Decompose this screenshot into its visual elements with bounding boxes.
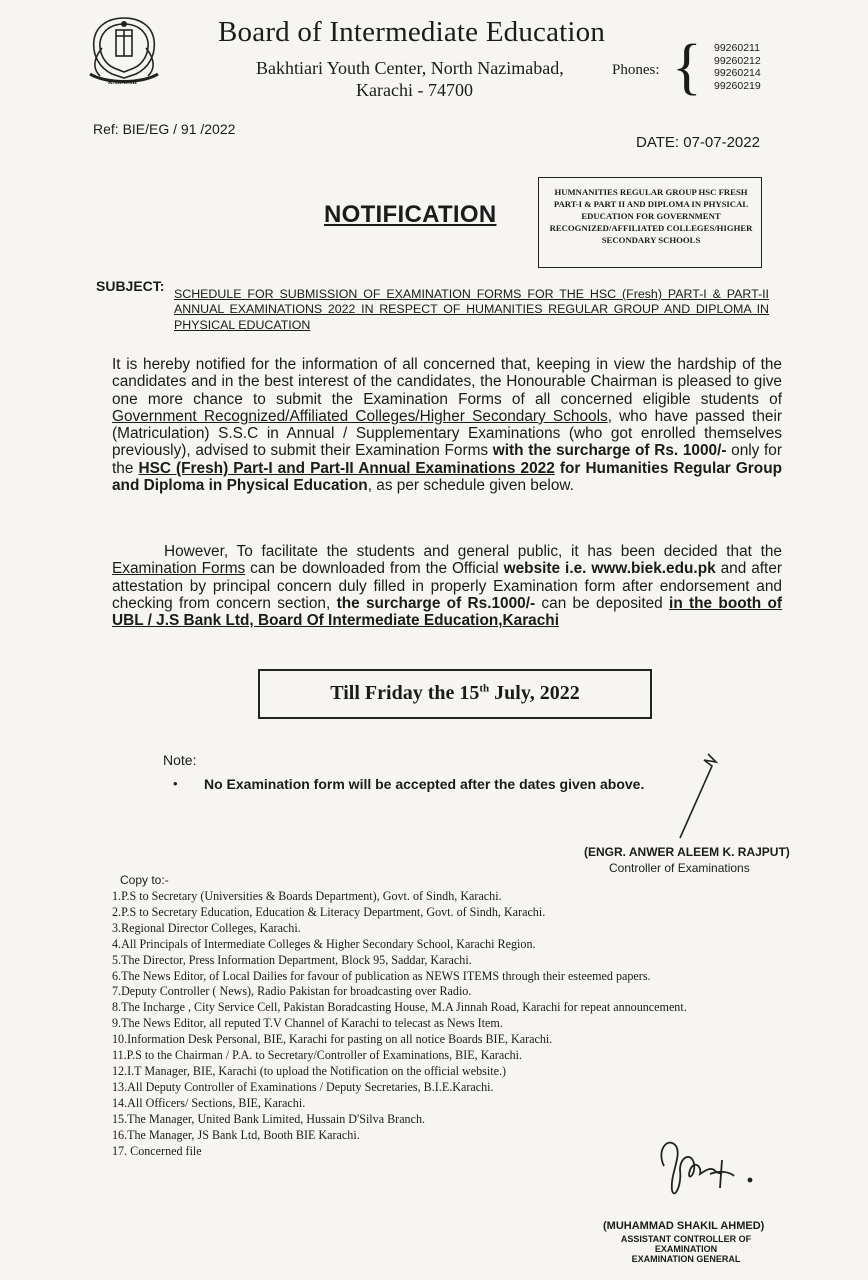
list-item: 11.P.S to the Chairman / P.A. to Secretary/Controller of Examinations, BIE, Karachi. xyxy=(112,1048,522,1063)
body-paragraph-1 xyxy=(112,356,782,494)
phone-number: 99260212 xyxy=(714,54,761,67)
deadline-text xyxy=(258,682,652,705)
copy-to-label: Copy to:- xyxy=(120,873,169,887)
para2-text-4: can be deposited xyxy=(535,594,670,612)
note-label: Note: xyxy=(163,752,197,768)
deadline-prefix: Till Friday the 15 xyxy=(330,682,480,704)
list-item: 15.The Manager, United Bank Limited, Hussain D'Silva Branch. xyxy=(112,1111,426,1126)
phone-number: 99260214 xyxy=(714,67,761,79)
notification-date: DATE: 07-07-2022 xyxy=(636,134,760,151)
para1-underlined-1: Government Recognized/Affiliated Colleges/Higher Secondary Schools xyxy=(112,407,608,425)
phone-list xyxy=(714,42,761,92)
assistant-controller-signature xyxy=(650,1130,770,1202)
list-item: 8.The Incharge , City Service Cell, Pakistan Boradcasting House, M.A Jinnah Road, Karachi for repeat announcement. xyxy=(112,1000,687,1015)
para2-underlined-1: Examination Forms xyxy=(112,560,246,578)
list-item: 9.The News Editor, all reputed T.V Channel of Karachi to telecast as News Item. xyxy=(112,1016,503,1031)
body-paragraph-2 xyxy=(112,543,782,629)
list-item: 6.The News Editor, of Local Dailies for favour of publication as NEWS ITEMS through their esteemed papers. xyxy=(112,968,651,983)
bullet-icon: • xyxy=(173,776,178,791)
para1-text-1: It is hereby notified for the information of all concerned that, keeping in view the hardship of the candidates and in the best interest of the candidates, the Honourable Chairman is pleased to give one more chance to submit the Examination Forms of all concerned eligible students of xyxy=(112,356,782,408)
para1-text-2: , who have passed their (Matriculation) S.S.C in Annual / Supplementary Examinations (who got enrolled themselves previously), advised to submit their Examination Forms xyxy=(112,407,782,460)
para1-bold-2: for Humanities Regular Group and Diploma in Physical Education xyxy=(112,459,782,495)
group-box-text: HUMNANITIES REGULAR GROUP HSC FRESH PART-I & PART II AND DIPLOMA IN PHYSICAL EDUCATION FOR GOVERNMENT RECOGNIZED/AFFILIATED COLLEGES/HIGHER SECONDARY SCHOOLS xyxy=(549,187,753,245)
list-item: 7.Deputy Controller ( News), Radio Pakistan for broadcasting over Radio. xyxy=(112,984,472,999)
para2-text-1: However, To facilitate the students and general public, it has been decided that the xyxy=(164,543,782,560)
notification-title: NOTIFICATION xyxy=(324,201,497,228)
controller-signature xyxy=(660,752,730,842)
list-item: 17. Concerned file xyxy=(112,1143,202,1158)
subject-label: SUBJECT: xyxy=(96,278,165,294)
list-item: 16.The Manager, JS Bank Ltd, Booth BIE Karachi. xyxy=(112,1127,360,1142)
para2-bold-2: the surcharge of Rs.1000/- xyxy=(336,594,536,612)
list-item: 13.All Deputy Controller of Examinations / Deputy Secretaries, B.I.E.Karachi. xyxy=(112,1079,494,1094)
note-text: No Examination form will be accepted after the dates given above. xyxy=(204,776,645,792)
signer-2-name: (MUHAMMAD SHAKIL AHMED) xyxy=(603,1220,765,1232)
copy-to-list xyxy=(112,889,812,1159)
para1-text-3: only for the xyxy=(112,442,782,477)
list-item: 2.P.S to Secretary Education, Education & Literacy Department, Govt. of Sindh, Karachi. xyxy=(112,904,546,919)
list-item: 3.Regional Director Colleges, Karachi. xyxy=(112,920,301,935)
list-item: 5.The Director, Press Information Department, Block 95, Saddar, Karachi. xyxy=(112,952,472,967)
signer-2-title xyxy=(593,1234,779,1264)
para2-bold-underlined-1: in the booth of UBL / J.S Bank Ltd, Board Of Intermediate Education,Karachi xyxy=(112,594,782,630)
logo-caption: KARACHI xyxy=(108,80,138,86)
signer-1-title: Controller of Examinations xyxy=(609,861,750,875)
organization-name: Board of Intermediate Education xyxy=(218,16,606,48)
list-item: 10.Information Desk Personal, BIE, Karachi for pasting on all notice Boards BIE, Karachi. xyxy=(112,1032,553,1047)
signer-2-title-line-1: ASSISTANT CONTROLLER OF EXAMINATION xyxy=(620,1234,752,1254)
phones-label: Phones: xyxy=(612,62,660,78)
subject-text: SCHEDULE FOR SUBMISSION OF EXAMINATION FORMS FOR THE HSC (Fresh) PART-I & PART-II ANNUAL EXAMINATIONS 2022 IN RESPECT OF HUMANITIES REGULAR GROUP AND DIPLOMA IN PHYSICAL EDUCATION xyxy=(174,287,769,332)
list-item: 14.All Officers/ Sections, BIE, Karachi. xyxy=(112,1095,306,1110)
deadline-suffix: July, 2022 xyxy=(489,682,580,704)
brace-icon: { xyxy=(672,33,702,101)
phone-number: 99260211 xyxy=(714,42,760,54)
para2-bold-1: website i.e. www.biek.edu.pk xyxy=(503,560,716,578)
signer-1-name: (ENGR. ANWER ALEEM K. RAJPUT) xyxy=(584,845,790,859)
phone-number: 99260219 xyxy=(714,79,761,92)
deadline-superscript: th xyxy=(479,682,490,695)
para1-bold-underlined-1: HSC (Fresh) Part-I and Part-II Annual Examinations 2022 xyxy=(138,459,555,477)
address-line-1: Bakhtiari Youth Center, North Nazimabad, xyxy=(256,58,564,78)
reference-number: Ref: BIE/EG / 91 /2022 xyxy=(93,121,236,137)
board-logo-emblem xyxy=(78,12,170,92)
para1-bold-1: with the surcharge of Rs. 1000/- xyxy=(492,442,727,460)
list-item: 1.P.S to Secretary (Universities & Boards Department), Govt. of Sindh, Karachi. xyxy=(112,889,502,903)
para1-text-4: , as per schedule given below. xyxy=(367,477,574,495)
list-item: 12.I.T Manager, BIE, Karachi (to upload the Notification on the official website.) xyxy=(112,1063,507,1078)
signer-2-title-line-2: EXAMINATION GENERAL xyxy=(631,1254,741,1264)
address-line-2: Karachi - 74700 xyxy=(356,80,473,100)
para2-text-3: and after attestation by principal concern duly filled in properly Examination form after endorsement and checking from concern section, xyxy=(112,560,782,612)
list-item: 4.All Principals of Intermediate Colleges & Higher Secondary School, Karachi Region. xyxy=(112,936,536,951)
para2-text-2: can be downloaded from the Official xyxy=(245,560,504,578)
